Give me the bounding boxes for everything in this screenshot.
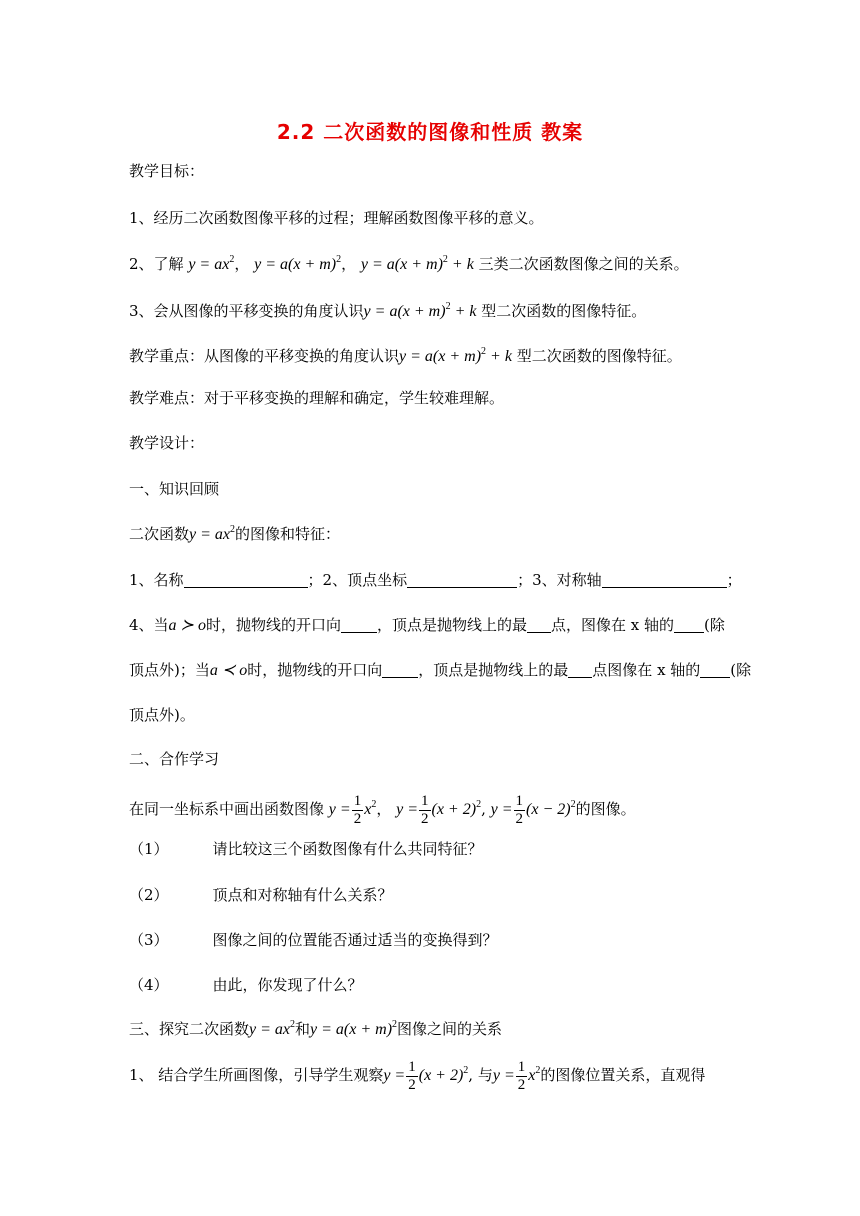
section3-item-1: 1、 结合学生所画图像，引导学生观察y = $\frac{1}{2}$ $(x + 2)^2$, 与y = $\frac{1}{2}$ $x^2$的图像位置关系，直观得 <box>129 1058 706 1093</box>
review-item-4-line1: 4、当a ≻ o时，抛物线的开口向 ，顶点是抛物线上的最 点，图像在 x 轴的 (除 <box>129 616 725 634</box>
formula-half-xp2: y = $\frac{1}{2}$ $(x + 2)^2$ <box>383 1058 469 1093</box>
section1-heading: 一、知识回顾 <box>129 480 220 498</box>
blank-name[interactable] <box>184 573 308 588</box>
review-item-4-line3: 顶点外)。 <box>129 706 195 724</box>
formula-y-axmk: $y = a(x + m)^2 + k$ <box>399 346 512 365</box>
formula-half-xp2: y = $\frac{1}{2}$ $(x + 2)^2$ <box>396 792 482 827</box>
formula-y-ax2: $y = ax^2$ <box>188 254 235 273</box>
blank-axis[interactable] <box>602 573 727 588</box>
question-4: （4） 由此，你发现了什么？ <box>129 976 363 994</box>
question-1: （1） 请比较这三个函数图像有什么共同特征？ <box>129 840 483 858</box>
formula-half-x2: y = $\frac{1}{2}$ $x^2$ <box>492 1058 541 1093</box>
formula-y-ax2: $y = ax^2$ <box>249 1019 296 1038</box>
formula-y-axmk: $y = a(x + m)^2 + k$ <box>360 254 474 273</box>
review-item-4-line2: 顶点外)；当a ≺ o时，抛物线的开口向 ，顶点是抛物线上的最 点图像在 x 轴的 (除 <box>129 661 752 679</box>
formula-y-axm2: $y = a(x + m)^2$ <box>254 254 342 273</box>
question-2: （2） 顶点和对称轴有什么关系？ <box>129 886 393 904</box>
formula-half-x2: y = $\frac{1}{2}$ $x^2$ <box>328 792 377 827</box>
formula-y-axmk: $y = a(x + m)^2 + k$ <box>363 301 477 320</box>
document-title: 2.2 二次函数的图像和性质 教案 <box>276 120 584 144</box>
section1-intro: 二次函数$y = ax^2$的图像和特征： <box>129 524 341 543</box>
difficulty: 教学难点：对于平移变换的理解和确定，学生较难理解。 <box>129 389 505 407</box>
formula-y-ax2: $y = ax^2$ <box>189 524 236 543</box>
formula-half-xm2: y = $\frac{1}{2}$ $(x - 2)^2$ <box>490 792 576 827</box>
goal-item-3: 3、会从图像的平移变换的角度认识$y = a(x + m)^2 + k$ 型二次函数的图像特征。 <box>129 301 647 320</box>
goals-heading: 教学目标： <box>129 162 205 180</box>
blank-position-2[interactable] <box>700 663 730 678</box>
review-items-1-3: 1、名称 ；2、顶点坐标 ；3、对称轴 ； <box>129 571 742 589</box>
blank-open-dir-2[interactable] <box>382 663 418 678</box>
goal-item-1: 1、经历二次函数图像平移的过程；理解函数图像平移的意义。 <box>129 209 544 227</box>
goal-item-2: 2、了解 $y = ax^2$， $y = a(x + m)^2$， $y = a(x + m)^2 + k$ 三类二次函数图像之间的关系。 <box>129 254 689 273</box>
design-heading: 教学设计： <box>129 434 205 452</box>
formula-y-axm2: $y = a(x + m)^2$ <box>310 1019 398 1038</box>
blank-extreme-2[interactable] <box>568 663 592 678</box>
blank-open-dir-1[interactable] <box>341 618 377 633</box>
section2-intro: 在同一坐标系中画出函数图像 y = $\frac{1}{2}$ $x^2$， y = $\frac{1}{2}$ $(x + 2)^2$, y = $\frac{1}{2}$ $(x - 2)^2$的图像。 <box>129 792 636 827</box>
blank-vertex[interactable] <box>407 573 517 588</box>
blank-extreme-1[interactable] <box>527 618 551 633</box>
question-3: （3） 图像之间的位置能否通过适当的变换得到？ <box>129 931 498 949</box>
blank-position-1[interactable] <box>674 618 704 633</box>
key-point: 教学重点：从图像的平移变换的角度认识$y = a(x + m)^2 + k$ 型二次函数的图像特征。 <box>129 346 682 365</box>
section2-heading: 二、合作学习 <box>129 750 220 768</box>
section3-heading: 三、探究二次函数$y = ax^2$和$y = a(x + m)^2$图像之间的关系 <box>129 1019 503 1038</box>
